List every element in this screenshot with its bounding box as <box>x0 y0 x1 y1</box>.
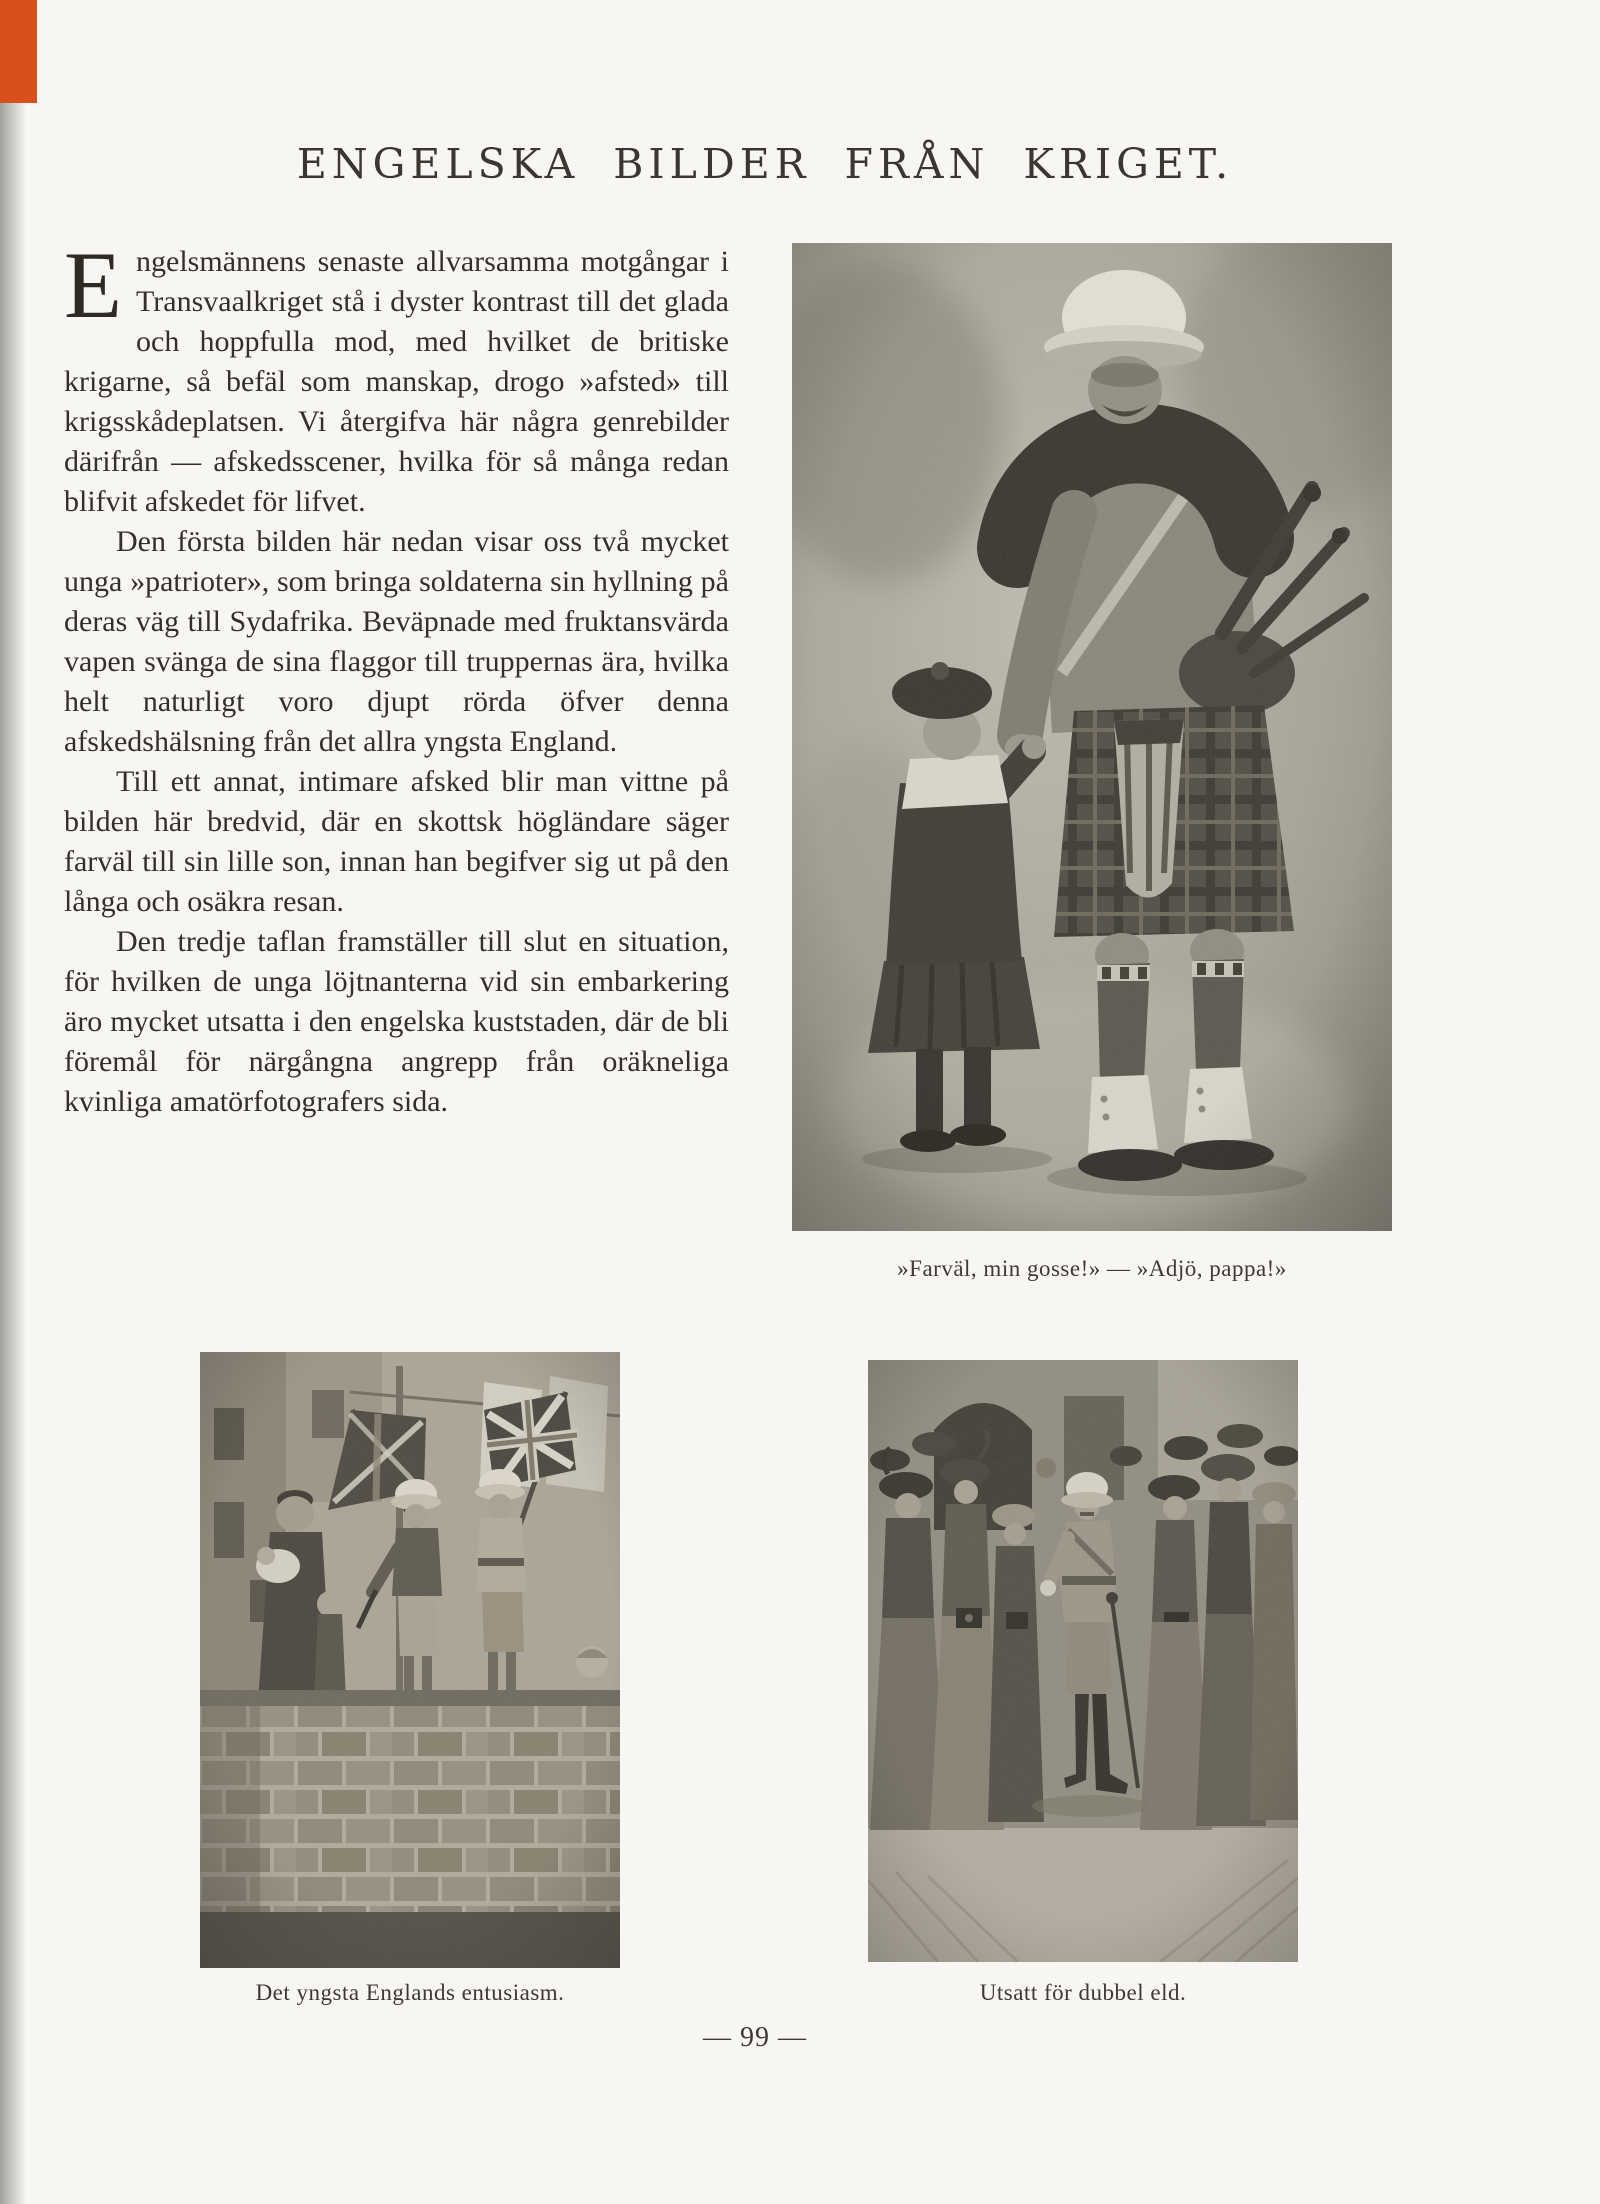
page-number: — 99 — <box>703 2022 807 2053</box>
paragraph-text: ngelsmännens senaste allvarsamma motgångar i Transvaalkriget stå i dyster kontrast till det glada och hoppfulla mod, med hvilket de britiske krigarne, så befäl som manskap, drogo »afsted» till krigsskådeplatsen. Vi återgifva här några genrebilder därifrån — afskedsscener, hvilka för så många redan blifvit afskedet för lifvet. <box>64 245 729 518</box>
illustration-officer-cameras <box>868 1360 1298 1962</box>
scan-color-tab <box>0 0 37 103</box>
photo-caption-right: Utsatt för dubbel eld. <box>979 1980 1187 2005</box>
paragraph: Till ett annat, intimare afsked blir man vittne på bilden här bredvid, där en skottsk högländare säger farväl till sin lille son, innan han begifver sig ut på den långa och osäkra resan. <box>64 765 729 918</box>
article-text-column <box>64 232 729 1122</box>
paragraph: Den tredje taflan framställer till slut en situation, för hvilken de unga löjtnanterna vid sin embarkering äro mycket utsatta i den engelska kuststaden, där de bli föremål för närgångna angrepp från oräkneliga kvinliga amatörfotografers sida. <box>64 925 729 1118</box>
article-title: ENGELSKA BILDER FRÅN KRIGET. <box>296 140 1234 188</box>
paragraph: Den första bilden här nedan visar oss två mycket unga »patrioter», som bringa soldaterna sin hyllning på deras väg till Sydafrika. Beväpnade med fruktansvärda vapen svänga de sina flaggor till truppernas ära, hvilka helt naturligt voro djupt rörda öfver denna afskedshälsning från det allra yngsta England. <box>64 525 729 758</box>
photo-caption-main: »Farväl, min gosse!» — »Adjö, pappa!» <box>897 1256 1287 1281</box>
illustration-children-flags <box>200 1352 620 1968</box>
page-edge-shadow <box>0 0 26 2204</box>
paragraph <box>64 232 729 522</box>
drop-cap: E <box>64 232 123 338</box>
photo-caption-left: Det yngsta Englands entusiasm. <box>255 1980 565 2005</box>
photo-highlander-farewell <box>792 243 1392 1231</box>
